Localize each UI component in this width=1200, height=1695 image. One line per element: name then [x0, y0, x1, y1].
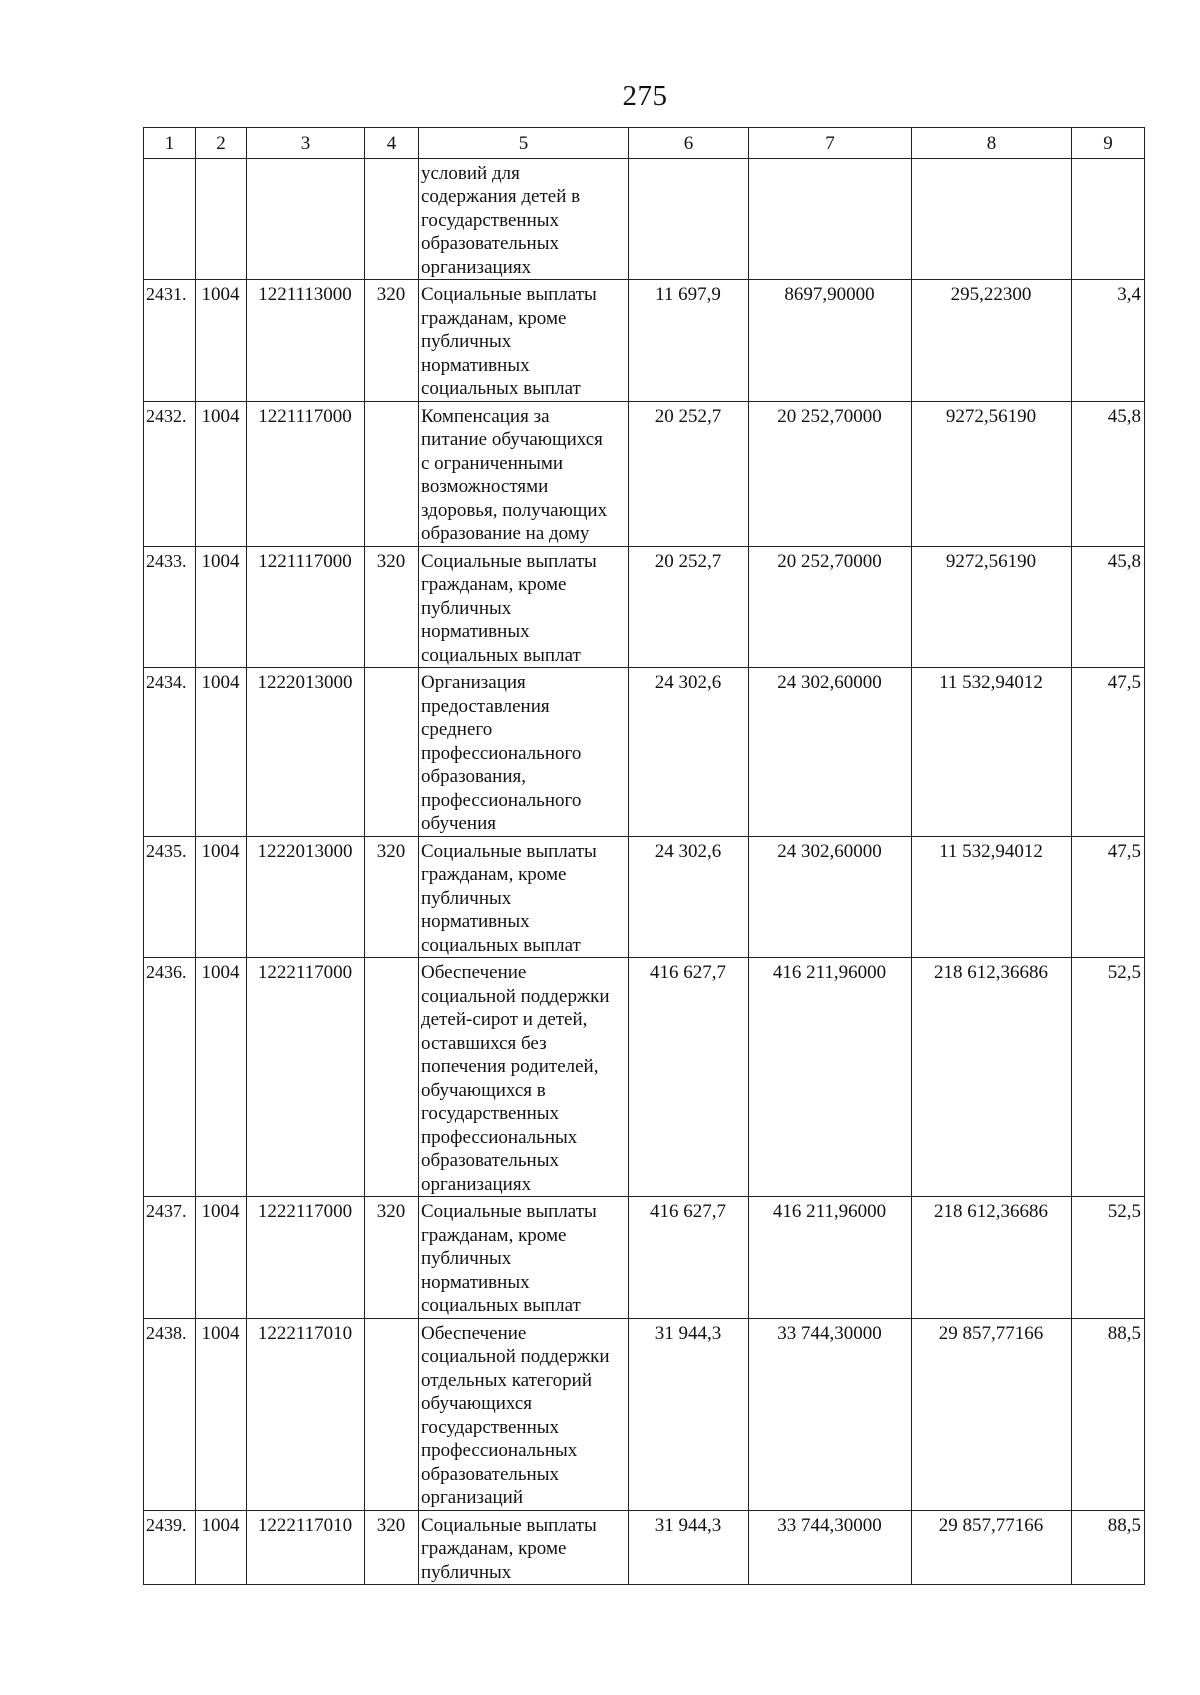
cell-approved-plan: 31 944,3	[629, 1510, 749, 1585]
cell-description	[419, 958, 629, 1197]
cell-target-code: 1222117000	[247, 1197, 365, 1319]
table-row	[144, 546, 1145, 668]
cell-percent: 52,5	[1072, 958, 1145, 1197]
cell-target-code: 1221117000	[247, 546, 365, 668]
description-line: профессионального	[421, 742, 582, 764]
description-line: гражданам, кроме	[421, 574, 567, 595]
cell-approved-plan: 416 627,7	[629, 958, 749, 1197]
cell-percent: 88,5	[1072, 1318, 1145, 1510]
description-line: гражданам, кроме	[421, 307, 567, 329]
description-line: обучающихся в	[421, 1079, 546, 1101]
description-line: образование на дому	[421, 523, 590, 544]
description-line: профессиональных	[421, 1126, 578, 1148]
cell-executed: 9272,56190	[912, 546, 1072, 668]
page-number: 275	[622, 80, 668, 112]
cell-row-number: 2431.	[144, 280, 196, 402]
cell-expense-type	[365, 401, 419, 546]
description-line: Социальные выплаты	[421, 284, 597, 305]
cell-description	[419, 1510, 629, 1585]
cell-expense-type	[365, 158, 419, 280]
cell-refined-plan: 20 252,70000	[749, 546, 912, 668]
description-line: обучения	[421, 813, 497, 834]
description-line: здоровья, получающих	[421, 499, 608, 521]
cell-approved-plan: 416 627,7	[629, 1197, 749, 1319]
cell-refined-plan: 8697,90000	[749, 280, 912, 402]
cell-section-code: 1004	[196, 546, 247, 668]
description-line: социальных выплат	[421, 644, 581, 666]
cell-refined-plan: 20 252,70000	[749, 401, 912, 546]
cell-percent	[1072, 158, 1145, 280]
cell-refined-plan: 24 302,60000	[749, 668, 912, 837]
description-line: социальных выплат	[421, 934, 581, 956]
description-line: обучающихся	[421, 1393, 533, 1414]
description-line: публичных	[421, 1561, 512, 1583]
cell-percent: 3,4	[1072, 280, 1145, 402]
column-header-9: 9	[1072, 128, 1145, 159]
cell-executed: 11 532,94012	[912, 836, 1072, 958]
cell-percent: 45,8	[1072, 546, 1145, 668]
description-line: образовательных	[421, 233, 559, 254]
description-line: публичных	[421, 887, 512, 909]
table-row	[144, 668, 1145, 837]
table-row	[144, 1197, 1145, 1319]
cell-target-code: 1221117000	[247, 401, 365, 546]
description-line: содержания детей в	[421, 186, 581, 207]
description-line: питание обучающихся	[421, 429, 603, 450]
cell-refined-plan: 24 302,60000	[749, 836, 912, 958]
description-line: организаций	[421, 1487, 524, 1508]
description-line: нормативных	[421, 1271, 530, 1293]
cell-description	[419, 280, 629, 402]
cell-expense-type	[365, 1318, 419, 1510]
description-line: отдельных категорий	[421, 1369, 593, 1391]
description-line: с ограниченными	[421, 452, 564, 474]
table-row	[144, 958, 1145, 1197]
cell-description	[419, 1318, 629, 1510]
description-line: Компенсация за	[421, 405, 550, 427]
description-line: государственных	[421, 209, 560, 231]
cell-approved-plan	[629, 158, 749, 280]
cell-refined-plan: 33 744,30000	[749, 1510, 912, 1585]
table-row	[144, 158, 1145, 280]
cell-percent: 52,5	[1072, 1197, 1145, 1319]
table-body	[144, 158, 1145, 1585]
description-line: Социальные выплаты	[421, 840, 597, 862]
description-line: нормативных	[421, 354, 530, 376]
cell-percent: 47,5	[1072, 668, 1145, 837]
description-line: нормативных	[421, 621, 530, 642]
cell-executed: 218 612,36686	[912, 1197, 1072, 1319]
cell-row-number: 2435.	[144, 836, 196, 958]
cell-row-number: 2432.	[144, 401, 196, 546]
cell-target-code: 1222013000	[247, 836, 365, 958]
cell-expense-type: 320	[365, 1510, 419, 1585]
cell-section-code: 1004	[196, 1510, 247, 1585]
description-line: образовательных	[421, 1150, 559, 1171]
cell-target-code	[247, 158, 365, 280]
description-line: условий для	[421, 162, 520, 184]
column-header-1: 1	[144, 128, 196, 159]
description-line: публичных	[421, 597, 512, 619]
table-row	[144, 836, 1145, 958]
column-header-8: 8	[912, 128, 1072, 159]
description-line: нормативных	[421, 911, 530, 932]
cell-approved-plan: 24 302,6	[629, 836, 749, 958]
cell-section-code: 1004	[196, 836, 247, 958]
cell-description	[419, 668, 629, 837]
cell-section-code: 1004	[196, 668, 247, 837]
description-line: образовательных	[421, 1463, 559, 1485]
description-line: оставшихся без	[421, 1032, 547, 1054]
description-line: предоставления	[421, 695, 550, 717]
description-line: Обеспечение	[421, 1322, 527, 1344]
description-line: социальных выплат	[421, 1295, 581, 1316]
cell-approved-plan: 11 697,9	[629, 280, 749, 402]
description-line: возможностями	[421, 476, 549, 497]
description-line: организациях	[421, 256, 532, 278]
cell-approved-plan: 24 302,6	[629, 668, 749, 837]
cell-description	[419, 158, 629, 280]
cell-executed: 9272,56190	[912, 401, 1072, 546]
cell-refined-plan: 33 744,30000	[749, 1318, 912, 1510]
cell-approved-plan: 20 252,7	[629, 401, 749, 546]
cell-row-number: 2436.	[144, 958, 196, 1197]
table-row	[144, 1318, 1145, 1510]
budget-table	[143, 127, 1145, 1585]
cell-section-code: 1004	[196, 1318, 247, 1510]
description-line: Социальные выплаты	[421, 1514, 597, 1536]
description-line: публичных	[421, 1248, 512, 1269]
description-line: Социальные выплаты	[421, 1201, 597, 1222]
cell-section-code: 1004	[196, 280, 247, 402]
cell-section-code	[196, 158, 247, 280]
cell-refined-plan: 416 211,96000	[749, 1197, 912, 1319]
cell-executed: 295,22300	[912, 280, 1072, 402]
column-header-5: 5	[419, 128, 629, 159]
description-line: публичных	[421, 331, 512, 352]
description-line: Организация	[421, 672, 526, 693]
description-line: гражданам, кроме	[421, 864, 567, 885]
table-row	[144, 401, 1145, 546]
cell-approved-plan: 31 944,3	[629, 1318, 749, 1510]
description-line: гражданам, кроме	[421, 1538, 567, 1559]
description-line: Обеспечение	[421, 962, 527, 983]
column-header-2: 2	[196, 128, 247, 159]
cell-target-code: 1222117000	[247, 958, 365, 1197]
cell-approved-plan: 20 252,7	[629, 546, 749, 668]
cell-refined-plan: 416 211,96000	[749, 958, 912, 1197]
cell-description	[419, 836, 629, 958]
cell-target-code: 1222013000	[247, 668, 365, 837]
cell-description	[419, 401, 629, 546]
column-header-7: 7	[749, 128, 912, 159]
cell-percent: 45,8	[1072, 401, 1145, 546]
cell-expense-type: 320	[365, 546, 419, 668]
cell-row-number: 2437.	[144, 1197, 196, 1319]
description-line: гражданам, кроме	[421, 1224, 567, 1246]
cell-description	[419, 1197, 629, 1319]
cell-row-number: 2439.	[144, 1510, 196, 1585]
column-header-3: 3	[247, 128, 365, 159]
column-header-6: 6	[629, 128, 749, 159]
table-row	[144, 1510, 1145, 1585]
cell-expense-type: 320	[365, 1197, 419, 1319]
cell-target-code: 1222117010	[247, 1318, 365, 1510]
cell-executed: 11 532,94012	[912, 668, 1072, 837]
cell-row-number: 2433.	[144, 546, 196, 668]
cell-percent: 88,5	[1072, 1510, 1145, 1585]
description-line: социальных выплат	[421, 378, 581, 399]
description-line: образования,	[421, 766, 526, 787]
cell-executed	[912, 158, 1072, 280]
description-line: государственных	[421, 1103, 560, 1124]
cell-expense-type: 320	[365, 280, 419, 402]
description-line: Социальные выплаты	[421, 550, 597, 572]
cell-row-number: 2438.	[144, 1318, 196, 1510]
description-line: социальной поддержки	[421, 1346, 610, 1367]
header-row	[144, 128, 1145, 159]
cell-expense-type	[365, 668, 419, 837]
cell-executed: 29 857,77166	[912, 1510, 1072, 1585]
description-line: детей-сирот и детей,	[421, 1009, 588, 1030]
cell-refined-plan	[749, 158, 912, 280]
cell-expense-type: 320	[365, 836, 419, 958]
cell-percent: 47,5	[1072, 836, 1145, 958]
cell-section-code: 1004	[196, 401, 247, 546]
cell-expense-type	[365, 958, 419, 1197]
description-line: среднего	[421, 719, 493, 740]
description-line: профессионального	[421, 789, 582, 811]
description-line: попечения родителей,	[421, 1056, 599, 1077]
cell-row-number	[144, 158, 196, 280]
cell-executed: 29 857,77166	[912, 1318, 1072, 1510]
cell-target-code: 1221113000	[247, 280, 365, 402]
description-line: организациях	[421, 1173, 532, 1195]
cell-target-code: 1222117010	[247, 1510, 365, 1585]
cell-section-code: 1004	[196, 1197, 247, 1319]
description-line: государственных	[421, 1416, 560, 1438]
column-header-4: 4	[365, 128, 419, 159]
cell-executed: 218 612,36686	[912, 958, 1072, 1197]
table-row	[144, 280, 1145, 402]
cell-section-code: 1004	[196, 958, 247, 1197]
cell-row-number: 2434.	[144, 668, 196, 837]
description-line: профессиональных	[421, 1440, 578, 1461]
description-line: социальной поддержки	[421, 985, 610, 1007]
cell-description	[419, 546, 629, 668]
